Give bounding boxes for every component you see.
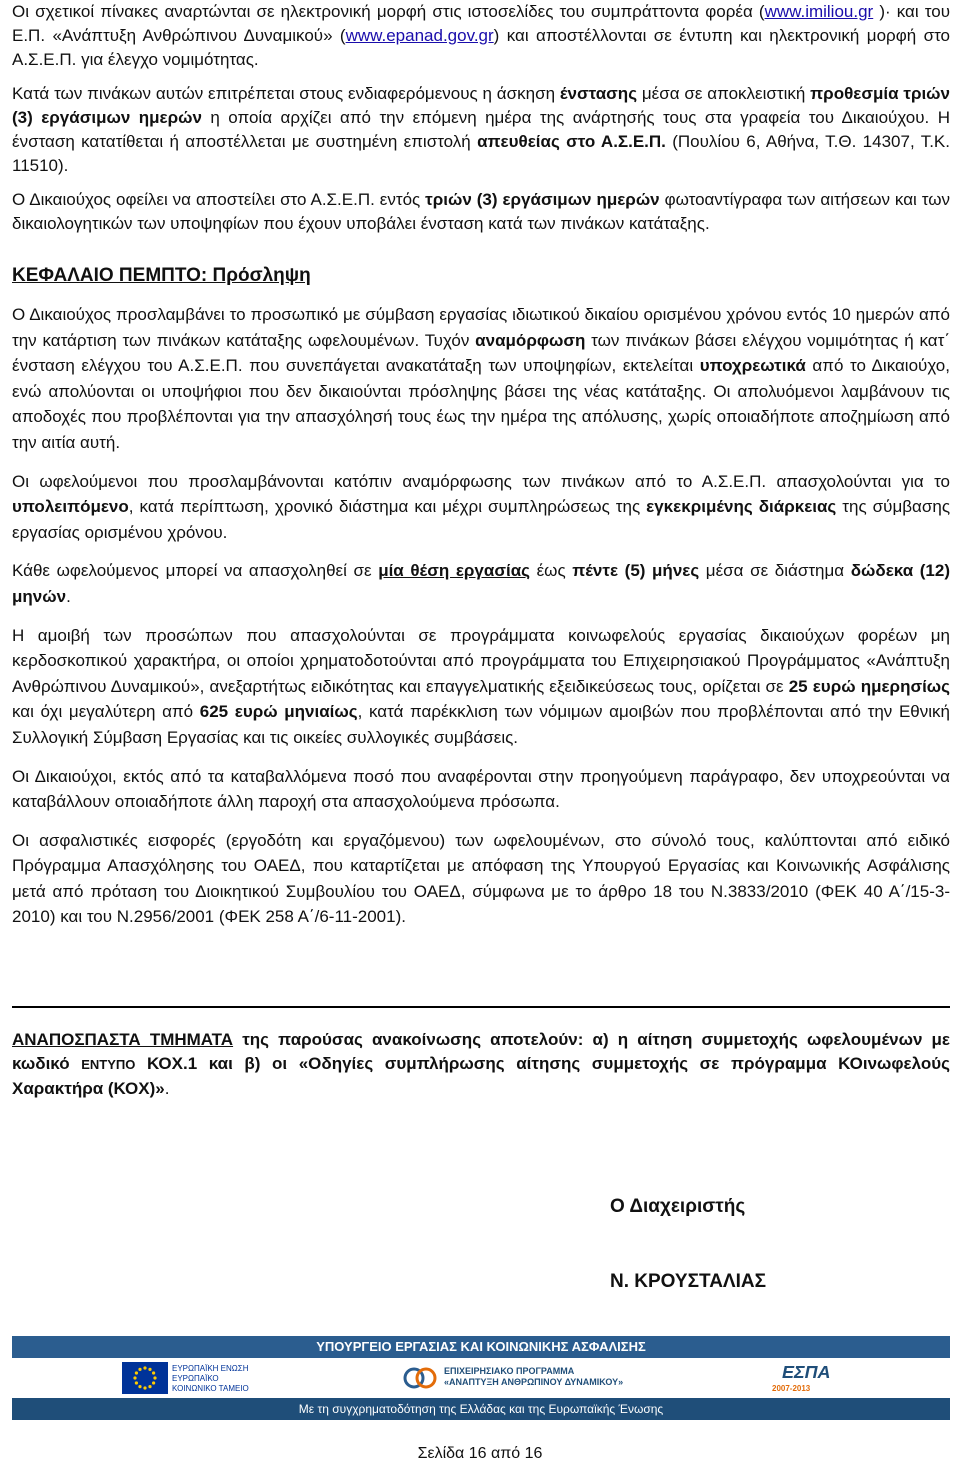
text: και όχι μεγαλύτερη από	[12, 702, 200, 722]
bold-text: υποχρεωτικά	[699, 356, 806, 376]
espa-logo	[772, 1362, 872, 1394]
text: της παρούσας ανακοίνωσης αποτελούν: α) η αίτηση συμμετοχής ωφελουμένων με κωδικό	[12, 1030, 950, 1074]
text: )· και του Ε.Π. «Ανάπτυξη Ανθρώπινου Δυναμικού» (	[12, 2, 950, 45]
espa-years: 2007-2013	[772, 1384, 811, 1393]
chapter-heading: ΚΕΦΑΛΑΙΟ ΠΕΜΠΤΟ: Πρόσληψη	[12, 265, 311, 286]
text: Η αμοιβή των προσώπων που απασχολούνται σε προγράμματα κοινωφελούς εργασίας δικαιούχων φορέων μη κερδοσκοπικού χαρακτήρα, οι οποίοι χρηματοδοτούνται από προγράμματα του Επιχειρησιακού Προγράμματος «Ανάπτυξη Ανθρώπινου Δυναμικού», ανεξαρτήτως ειδικότητας και επαγγελματικής εξειδικεύσεως τους, ορίζεται σε	[12, 625, 950, 696]
bold-text: 625 ευρώ μηνιαίως	[199, 702, 358, 722]
paragraph-posting	[12, 0, 950, 72]
bold-text: αναμόρφωση	[475, 330, 586, 350]
text: η οποία αρχίζει από την επόμενη ημέρα της ανάρτησής τους στα γραφεία του Δικαιούχου. Η ένσταση κατατίθεται ή αποστέλλεται με συστημένη επιστολή	[12, 108, 950, 151]
eu-flag-icon	[122, 1362, 168, 1394]
text: .	[66, 586, 71, 606]
program-line2: «ΑΝΑΠΤΥΞΗ ΑΝΘΡΩΠΙΝΟΥ ΔΥΝΑΜΙΚΟΥ»	[444, 1377, 624, 1387]
logo-strip	[12, 1358, 950, 1398]
text: , κατά περίπτωση, χρονικό διάστημα και μέχρι συμπληρώσεως της	[128, 497, 647, 517]
document-page	[12, 0, 950, 1101]
paragraph-no-other-benefits: Οι Δικαιούχοι, εκτός από τα καταβαλλόμενα ποσό που αναφέρονται στην προηγούμενη παράγραφο, δεν υποχρεούνται να καταβάλλουν οποιαδήποτε άλλη παροχή στα απασχολούμενα πρόσωπα.	[12, 766, 950, 812]
bold-text: 25 ευρώ ημερησίως	[788, 676, 951, 696]
underlined-text: ΑΝΑΠΟΣΠΑΣΤΑ ΤΜΗΜΑΤΑ	[12, 1030, 234, 1050]
attachments-section	[12, 1006, 950, 1101]
epanad-link[interactable]: www.epanad.gov.gr	[345, 26, 494, 45]
signature-name: Ν. ΚΡΟΥΣΤΑΛΙΑΣ	[610, 1271, 766, 1292]
paragraph-objection	[12, 82, 950, 178]
bold-text: απευθείας στο Α.Σ.Ε.Π.	[477, 132, 666, 151]
bold-text: δώδεκα (12) μηνών	[12, 561, 950, 606]
paragraph-beneficiary-duty	[12, 188, 950, 236]
program-caption	[444, 1366, 623, 1388]
bold-text: εγκεκριμένης διάρκειας	[646, 497, 837, 517]
page-number: Σελίδα 16 από 16	[417, 1445, 543, 1462]
text: , κατά παρέκκλιση των νόμιμων αμοιβών που προβλέπονται από την Εθνική Συλλογική Σύμβαση Εργασίας και τις οικείες συλλογικές συμβάσεις.	[12, 702, 950, 747]
text: έως	[529, 561, 573, 581]
text: μέσα σε αποκλειστική	[637, 84, 811, 103]
text: .	[164, 1079, 170, 1099]
text: Κάθε ωφελούμενος μπορεί να απασχοληθεί σε	[12, 561, 379, 581]
text: (Πουλίου 6, Αθήνα, Τ.Θ. 14307, Τ.Κ. 11510).	[12, 132, 950, 175]
text: της σύμβασης εργασίας ορισμένου χρόνου.	[12, 497, 951, 542]
paragraph-duration	[12, 558, 950, 609]
bold-text: ένστασης	[559, 84, 638, 103]
small-caps-text: ΕΝΤΥΠΟ	[81, 1057, 136, 1073]
bold-text: υπολειπόμενο	[12, 497, 129, 517]
program-line1: ΕΠΙΧΕΙΡΗΣΙΑΚΟ ΠΡΟΓΡΑΜΜΑ	[444, 1366, 575, 1376]
program-logo-icon	[400, 1362, 440, 1394]
attachments-text	[12, 1028, 950, 1101]
text: Ο Δικαιούχος προσλαμβάνει το προσωπικό με σύμβαση εργασίας ιδιωτικού δικαίου ορισμένου χρόνου εντός 10 ημερών από την κατάρτιση των πινάκων κατάταξης ωφελουμένων. Τυχόν	[12, 305, 950, 350]
eu-caption: ΕΥΡΩΠΑΪΚΗ ΕΝΩΣΗ ΕΥΡΩΠΑΪΚΟ ΚΟΙΝΩΝΙΚΟ ΤΑΜΕΙΟ	[172, 1364, 249, 1393]
text: των πινάκων βάσει ελέγχου νομιμότητας ή κατ΄ ένσταση ελέγχου του Α.Σ.Ε.Π. που συνεπάγεται ανακατάταξη των υποψηφίων, εκτελείται	[12, 330, 950, 376]
paragraph-hiring	[12, 302, 950, 456]
funding-banner	[12, 1336, 950, 1420]
paragraph-reformed-hiring	[12, 469, 950, 546]
bold-text: τριών (3) εργάσιμων ημερών	[425, 190, 660, 209]
bold-underlined-text: μία θέση εργασίας	[378, 561, 530, 581]
text: Ο Δικαιούχος οφείλει να αποστείλει στο Α.Σ.Ε.Π. εντός	[12, 190, 426, 209]
text: μέσα σε διάστημα	[699, 561, 851, 581]
ministry-title: ΥΠΟΥΡΓΕΙΟ ΕΡΓΑΣΙΑΣ ΚΑΙ ΚΟΙΝΩΝΙΚΗΣ ΑΣΦΑΛΙΣΗΣ	[12, 1336, 950, 1358]
bold-text: προθεσμία τριών (3) εργάσιμων ημερών	[12, 84, 950, 127]
text: Οι σχετικοί πίνακες αναρτώνται σε ηλεκτρονική μορφή στις ιστοσελίδες του συμπράττοντα φορέα (	[12, 2, 765, 21]
text: ) και αποστέλλονται σε έντυπη και ηλεκτρονική μορφή στο Α.Σ.Ε.Π. για έλεγχο νομιμότητας.	[12, 26, 950, 69]
text: από το Δικαιούχο, ενώ απολύονται οι υποψήφιοι που δεν δικαιούνται πρόσληψης βάσει της νέας κατάταξης. Οι απολυόμενοι λαμβάνουν τις αποδοχές που προβλέπονται για την απασχόλησή τους έως την ημέρα της απόλυσης, χωρίς οποιαδήποτε αποζημίωση από την αιτία αυτή.	[12, 356, 950, 452]
espa-title: ΕΣΠΑ	[782, 1362, 831, 1382]
text: Οι ωφελούμενοι που προσλαμβάνονται κατόπιν αναμόρφωσης των πινάκων από το Α.Σ.Ε.Π. απασχολούνται για το	[12, 471, 950, 491]
signature-role: Ο Διαχειριστής	[610, 1196, 746, 1217]
paragraph-insurance: Οι ασφαλιστικές εισφορές (εργοδότη και εργαζόμενου) των ωφελουμένων, στο σύνολό τους, καλύπτονται από ειδικό Πρόγραμμα Απασχόλησης του ΟΑΕΔ, που καταρτίζεται με απόφαση της Υπουργού Εργασίας και Κοινωνικής Ασφάλισης μετά από πρόταση του Διοικητικού Συμβουλίου του ΟΑΕΔ, σύμφωνα με το άρθρο 18 του Ν.3833/2010 (ΦΕΚ 40 Α΄/15-3-2010) και του Ν.2956/2001 (ΦΕΚ 258 Α΄/6-11-2001).	[12, 830, 950, 927]
text: Κατά των πινάκων αυτών επιτρέπεται στους ενδιαφερόμενους η άσκηση	[12, 84, 560, 103]
bold-text: πέντε (5) μήνες	[572, 561, 700, 581]
imiliou-link[interactable]: www.imiliou.gr	[764, 2, 874, 21]
paragraph-wages	[12, 623, 950, 751]
text: ΚΟΧ.1 και β) οι «Οδηγίες συμπλήρωσης αίτησης συμμετοχής σε πρόγραμμα ΚΟινωφελούς Χαρακτήρα (ΚΟΧ)»	[12, 1054, 950, 1099]
text: φωτοαντίγραφα των αιτήσεων και των δικαιολογητικών των υποψηφίων που έχουν υποβάλει ένσταση κατά των πινάκων κατάταξης.	[12, 190, 950, 233]
cofunding-caption: Με τη συγχρηματοδότηση της Ελλάδας και της Ευρωπαϊκής Ένωσης	[12, 1398, 950, 1420]
